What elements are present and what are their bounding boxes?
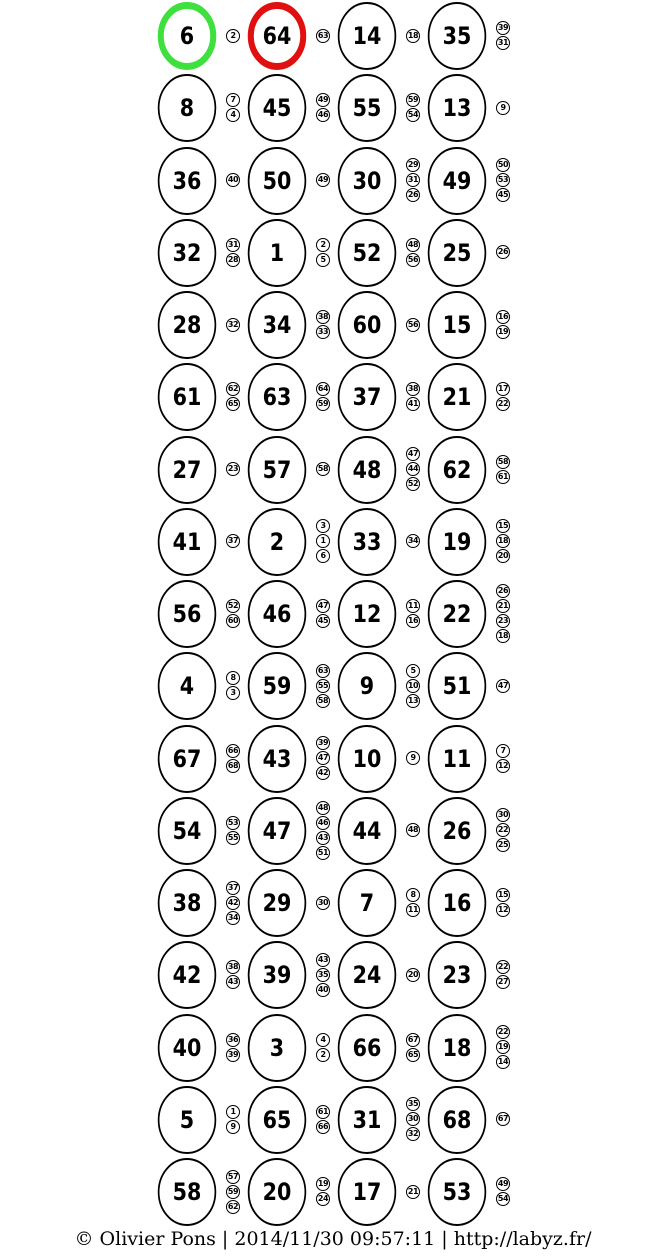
hint-number: 67 xyxy=(406,1033,420,1047)
hint-number: 11 xyxy=(406,599,420,613)
cell-hints xyxy=(402,318,424,333)
maze-cell[interactable]: 51 xyxy=(428,652,486,720)
cell-hints xyxy=(222,382,244,412)
cell-hints xyxy=(222,1033,244,1063)
maze-cell[interactable]: 16 xyxy=(428,869,486,937)
maze-cell[interactable]: 31 xyxy=(338,1086,396,1154)
hint-number: 58 xyxy=(496,455,510,469)
maze-cell[interactable]: 26 xyxy=(428,797,486,865)
hint-number: 11 xyxy=(406,903,420,917)
hint-number: 34 xyxy=(406,534,420,548)
cell-hints xyxy=(492,1112,514,1127)
hint-number: 3 xyxy=(226,686,240,700)
hint-number: 31 xyxy=(226,238,240,252)
hint-number: 15 xyxy=(496,519,510,533)
cell-hints xyxy=(222,671,244,701)
hint-number: 6 xyxy=(316,549,330,563)
hint-number: 64 xyxy=(316,382,330,396)
hint-number: 32 xyxy=(406,1127,420,1141)
hint-number: 30 xyxy=(496,808,510,822)
hint-number: 22 xyxy=(496,960,510,974)
cell-hints xyxy=(492,158,514,203)
hint-number: 37 xyxy=(226,881,240,895)
hint-number: 5 xyxy=(406,664,420,678)
maze-cell[interactable]: 41 xyxy=(158,508,216,576)
cell-hints xyxy=(312,519,334,564)
cell-hints xyxy=(312,382,334,412)
cell-hints xyxy=(312,1105,334,1135)
maze-cell[interactable]: 55 xyxy=(338,74,396,142)
maze-cell[interactable]: 21 xyxy=(428,363,486,431)
cell-hints xyxy=(492,960,514,990)
maze-cell[interactable]: 3 xyxy=(248,1014,306,1082)
cell-hints xyxy=(312,599,334,629)
hint-number: 54 xyxy=(406,108,420,122)
hint-number: 63 xyxy=(316,664,330,678)
maze-cell[interactable]: 64 xyxy=(248,2,306,70)
hint-number: 29 xyxy=(406,158,420,172)
hint-number: 61 xyxy=(496,470,510,484)
cell-hints xyxy=(312,896,334,911)
cell-hints xyxy=(222,744,244,774)
cell-hints xyxy=(222,599,244,629)
hint-number: 48 xyxy=(406,238,420,252)
hint-number: 58 xyxy=(316,462,330,476)
maze-cell[interactable]: 68 xyxy=(428,1086,486,1154)
maze-cell[interactable]: 7 xyxy=(338,869,396,937)
cell-hints xyxy=(402,751,424,766)
maze-cell[interactable]: 2 xyxy=(248,508,306,576)
cell-hints xyxy=(402,1033,424,1063)
hint-number: 40 xyxy=(316,983,330,997)
hint-number: 30 xyxy=(406,1112,420,1126)
hint-number: 61 xyxy=(316,1105,330,1119)
hint-number: 31 xyxy=(406,173,420,187)
hint-number: 62 xyxy=(226,382,240,396)
cell-hints xyxy=(492,101,514,116)
hint-number: 19 xyxy=(496,1040,510,1054)
hint-number: 47 xyxy=(316,751,330,765)
cell-hints xyxy=(312,664,334,709)
hint-number: 10 xyxy=(406,679,420,693)
cell-hints xyxy=(222,960,244,990)
cell-hints xyxy=(222,318,244,333)
hint-number: 5 xyxy=(316,253,330,267)
hint-number: 47 xyxy=(406,447,420,461)
hint-number: 43 xyxy=(316,953,330,967)
hint-number: 28 xyxy=(226,253,240,267)
hint-number: 27 xyxy=(496,975,510,989)
cell-hints xyxy=(492,888,514,918)
cell-hints xyxy=(222,1170,244,1215)
hint-number: 20 xyxy=(406,968,420,982)
maze-cell[interactable]: 66 xyxy=(338,1014,396,1082)
maze-cell[interactable]: 52 xyxy=(338,219,396,287)
hint-number: 8 xyxy=(406,888,420,902)
hint-number: 38 xyxy=(406,382,420,396)
maze-cell[interactable]: 4 xyxy=(158,652,216,720)
hint-number: 59 xyxy=(406,93,420,107)
hint-number: 52 xyxy=(226,599,240,613)
cell-hints xyxy=(492,519,514,564)
hint-number: 22 xyxy=(496,397,510,411)
maze-cell[interactable]: 61 xyxy=(158,363,216,431)
cell-hints xyxy=(312,801,334,861)
cell-hints xyxy=(312,29,334,44)
maze-cell[interactable]: 20 xyxy=(248,1158,306,1226)
hint-number: 26 xyxy=(406,188,420,202)
hint-number: 8 xyxy=(226,671,240,685)
hint-number: 25 xyxy=(496,838,510,852)
hint-number: 12 xyxy=(496,903,510,917)
hint-number: 2 xyxy=(226,29,240,43)
hint-number: 12 xyxy=(496,759,510,773)
cell-hints xyxy=(492,245,514,260)
hint-number: 18 xyxy=(496,629,510,643)
cell-hints xyxy=(312,953,334,998)
cell-hints xyxy=(222,29,244,44)
maze-cell[interactable]: 60 xyxy=(338,291,396,359)
hint-number: 18 xyxy=(496,534,510,548)
hint-number: 46 xyxy=(316,108,330,122)
maze-cell[interactable]: 47 xyxy=(248,797,306,865)
cell-hints xyxy=(312,1033,334,1063)
cell-hints xyxy=(402,888,424,918)
hint-number: 51 xyxy=(316,846,330,860)
maze-cell[interactable]: 44 xyxy=(338,797,396,865)
cell-hints xyxy=(492,310,514,340)
hint-number: 39 xyxy=(316,736,330,750)
cell-hints xyxy=(222,534,244,549)
hint-number: 15 xyxy=(496,888,510,902)
hint-number: 49 xyxy=(316,93,330,107)
hint-number: 32 xyxy=(226,318,240,332)
hint-number: 63 xyxy=(316,29,330,43)
cell-hints xyxy=(222,816,244,846)
cell-hints xyxy=(492,382,514,412)
maze-cell[interactable]: 10 xyxy=(338,725,396,793)
maze-cell[interactable]: 28 xyxy=(158,291,216,359)
maze-cell[interactable]: 17 xyxy=(338,1158,396,1226)
maze-cell[interactable]: 56 xyxy=(158,580,216,648)
maze-cell[interactable]: 59 xyxy=(248,652,306,720)
maze-cell[interactable]: 57 xyxy=(248,436,306,504)
cell-hints xyxy=(402,29,424,44)
maze-cell[interactable]: 37 xyxy=(338,363,396,431)
cell-hints xyxy=(492,455,514,485)
hint-number: 4 xyxy=(316,1033,330,1047)
cell-hints xyxy=(492,808,514,853)
hint-number: 53 xyxy=(496,173,510,187)
maze-cell[interactable]: 15 xyxy=(428,291,486,359)
hint-number: 68 xyxy=(226,759,240,773)
maze-cell[interactable]: 6 xyxy=(158,2,216,70)
hint-number: 48 xyxy=(406,823,420,837)
maze-cell[interactable]: 29 xyxy=(248,869,306,937)
hint-number: 22 xyxy=(496,823,510,837)
maze-cell[interactable]: 25 xyxy=(428,219,486,287)
cell-hints xyxy=(402,238,424,268)
hint-number: 35 xyxy=(406,1097,420,1111)
hint-number: 30 xyxy=(316,896,330,910)
hint-number: 2 xyxy=(316,238,330,252)
maze-cell[interactable]: 62 xyxy=(428,436,486,504)
hint-number: 7 xyxy=(496,744,510,758)
hint-number: 47 xyxy=(496,679,510,693)
hint-number: 39 xyxy=(496,21,510,35)
cell-hints xyxy=(402,599,424,629)
maze-cell[interactable]: 27 xyxy=(158,436,216,504)
cell-hints xyxy=(492,1025,514,1070)
hint-number: 47 xyxy=(316,599,330,613)
hint-number: 17 xyxy=(496,382,510,396)
hint-number: 9 xyxy=(226,1120,240,1134)
maze-cell[interactable]: 39 xyxy=(248,941,306,1009)
hint-number: 57 xyxy=(226,1170,240,1184)
cell-hints xyxy=(222,238,244,268)
hint-number: 59 xyxy=(316,397,330,411)
hint-number: 21 xyxy=(496,599,510,613)
maze-cell[interactable]: 65 xyxy=(248,1086,306,1154)
cell-hints xyxy=(222,1105,244,1135)
hint-number: 1 xyxy=(226,1105,240,1119)
cell-hints xyxy=(402,1097,424,1142)
hint-number: 26 xyxy=(496,245,510,259)
hint-number: 66 xyxy=(316,1120,330,1134)
maze-cell[interactable]: 63 xyxy=(248,363,306,431)
hint-number: 42 xyxy=(226,896,240,910)
hint-number: 50 xyxy=(496,158,510,172)
hint-number: 20 xyxy=(496,549,510,563)
hint-number: 41 xyxy=(406,397,420,411)
hint-number: 65 xyxy=(406,1048,420,1062)
cell-hints xyxy=(492,744,514,774)
maze-cell[interactable]: 5 xyxy=(158,1086,216,1154)
hint-number: 43 xyxy=(316,831,330,845)
hint-number: 33 xyxy=(316,325,330,339)
maze-cell[interactable]: 33 xyxy=(338,508,396,576)
hint-number: 19 xyxy=(496,325,510,339)
hint-number: 4 xyxy=(226,108,240,122)
maze-cell[interactable]: 36 xyxy=(158,147,216,215)
hint-number: 49 xyxy=(316,173,330,187)
hint-number: 7 xyxy=(226,93,240,107)
hint-number: 56 xyxy=(406,318,420,332)
maze-cell[interactable]: 23 xyxy=(428,941,486,1009)
hint-number: 49 xyxy=(496,1177,510,1191)
hint-number: 38 xyxy=(316,310,330,324)
maze-cell[interactable]: 30 xyxy=(338,147,396,215)
hint-number: 23 xyxy=(496,614,510,628)
hint-number: 13 xyxy=(406,694,420,708)
maze-cell[interactable]: 18 xyxy=(428,1014,486,1082)
cell-hints xyxy=(402,664,424,709)
hint-number: 16 xyxy=(496,310,510,324)
hint-number: 14 xyxy=(496,1055,510,1069)
hint-number: 39 xyxy=(226,1048,240,1062)
maze-cell[interactable]: 34 xyxy=(248,291,306,359)
hint-number: 21 xyxy=(406,1185,420,1199)
cell-hints xyxy=(222,93,244,123)
cell-hints xyxy=(402,1185,424,1200)
hint-number: 43 xyxy=(226,975,240,989)
cell-hints xyxy=(492,679,514,694)
hint-number: 35 xyxy=(316,968,330,982)
maze-cell[interactable]: 50 xyxy=(248,147,306,215)
hint-number: 62 xyxy=(226,1200,240,1214)
hint-number: 45 xyxy=(316,614,330,628)
maze-cell[interactable]: 38 xyxy=(158,869,216,937)
cell-hints xyxy=(492,584,514,644)
maze-cell[interactable]: 40 xyxy=(158,1014,216,1082)
cell-hints xyxy=(312,462,334,477)
footer-credit: © Olivier Pons | 2014/11/30 09:57:11 | http://labyz.fr/ xyxy=(74,1228,592,1250)
cell-hints xyxy=(402,534,424,549)
maze-cell[interactable]: 32 xyxy=(158,219,216,287)
maze-cell[interactable]: 48 xyxy=(338,436,396,504)
cell-hints xyxy=(402,447,424,492)
hint-number: 37 xyxy=(226,534,240,548)
hint-number: 36 xyxy=(226,1033,240,1047)
maze-cell[interactable]: 12 xyxy=(338,580,396,648)
maze-cell[interactable]: 9 xyxy=(338,652,396,720)
hint-number: 19 xyxy=(316,1177,330,1191)
hint-number: 18 xyxy=(406,29,420,43)
hint-number: 23 xyxy=(226,462,240,476)
maze-cell[interactable]: 54 xyxy=(158,797,216,865)
cell-hints xyxy=(402,93,424,123)
cell-hints xyxy=(312,1177,334,1207)
hint-number: 52 xyxy=(406,477,420,491)
hint-number: 60 xyxy=(226,614,240,628)
cell-hints xyxy=(312,310,334,340)
hint-number: 24 xyxy=(316,1192,330,1206)
maze-cell[interactable]: 14 xyxy=(338,2,396,70)
hint-number: 55 xyxy=(316,679,330,693)
hint-number: 3 xyxy=(316,519,330,533)
maze-cell[interactable]: 58 xyxy=(158,1158,216,1226)
cell-hints xyxy=(312,173,334,188)
hint-number: 58 xyxy=(316,694,330,708)
maze-cell[interactable]: 46 xyxy=(248,580,306,648)
maze-cell[interactable]: 24 xyxy=(338,941,396,1009)
cell-hints xyxy=(222,462,244,477)
cell-hints xyxy=(312,238,334,268)
hint-number: 44 xyxy=(406,462,420,476)
maze-cell[interactable]: 8 xyxy=(158,74,216,142)
cell-hints xyxy=(402,382,424,412)
cell-hints xyxy=(312,736,334,781)
hint-number: 40 xyxy=(226,173,240,187)
hint-number: 1 xyxy=(316,534,330,548)
hint-number: 54 xyxy=(496,1192,510,1206)
cell-hints xyxy=(402,158,424,203)
hint-number: 45 xyxy=(496,188,510,202)
cell-hints xyxy=(402,968,424,983)
hint-number: 67 xyxy=(496,1112,510,1126)
maze-cell[interactable]: 42 xyxy=(158,941,216,1009)
maze-cell[interactable]: 43 xyxy=(248,725,306,793)
hint-number: 66 xyxy=(226,744,240,758)
hint-number: 55 xyxy=(226,831,240,845)
hint-number: 9 xyxy=(406,751,420,765)
hint-number: 48 xyxy=(316,801,330,815)
cell-hints xyxy=(402,823,424,838)
maze-cell[interactable]: 1 xyxy=(248,219,306,287)
hint-number: 26 xyxy=(496,584,510,598)
maze-cell[interactable]: 35 xyxy=(428,2,486,70)
hint-number: 2 xyxy=(316,1048,330,1062)
maze-cell[interactable]: 11 xyxy=(428,725,486,793)
hint-number: 22 xyxy=(496,1025,510,1039)
cell-hints xyxy=(312,93,334,123)
hint-number: 59 xyxy=(226,1185,240,1199)
hint-number: 42 xyxy=(316,766,330,780)
hint-number: 65 xyxy=(226,397,240,411)
cell-hints xyxy=(222,173,244,188)
maze-cell[interactable]: 22 xyxy=(428,580,486,648)
maze-cell[interactable]: 19 xyxy=(428,508,486,576)
hint-number: 9 xyxy=(496,101,510,115)
maze-cell[interactable]: 45 xyxy=(248,74,306,142)
maze-cell[interactable]: 67 xyxy=(158,725,216,793)
cell-hints xyxy=(492,21,514,51)
hint-number: 16 xyxy=(406,614,420,628)
cell-hints xyxy=(492,1177,514,1207)
hint-number: 46 xyxy=(316,816,330,830)
hint-number: 53 xyxy=(226,816,240,830)
maze-cell[interactable]: 53 xyxy=(428,1158,486,1226)
hint-number: 56 xyxy=(406,253,420,267)
cell-hints xyxy=(222,881,244,926)
hint-number: 38 xyxy=(226,960,240,974)
maze-cell[interactable]: 49 xyxy=(428,147,486,215)
hint-number: 34 xyxy=(226,911,240,925)
maze-cell[interactable]: 13 xyxy=(428,74,486,142)
hint-number: 31 xyxy=(496,36,510,50)
